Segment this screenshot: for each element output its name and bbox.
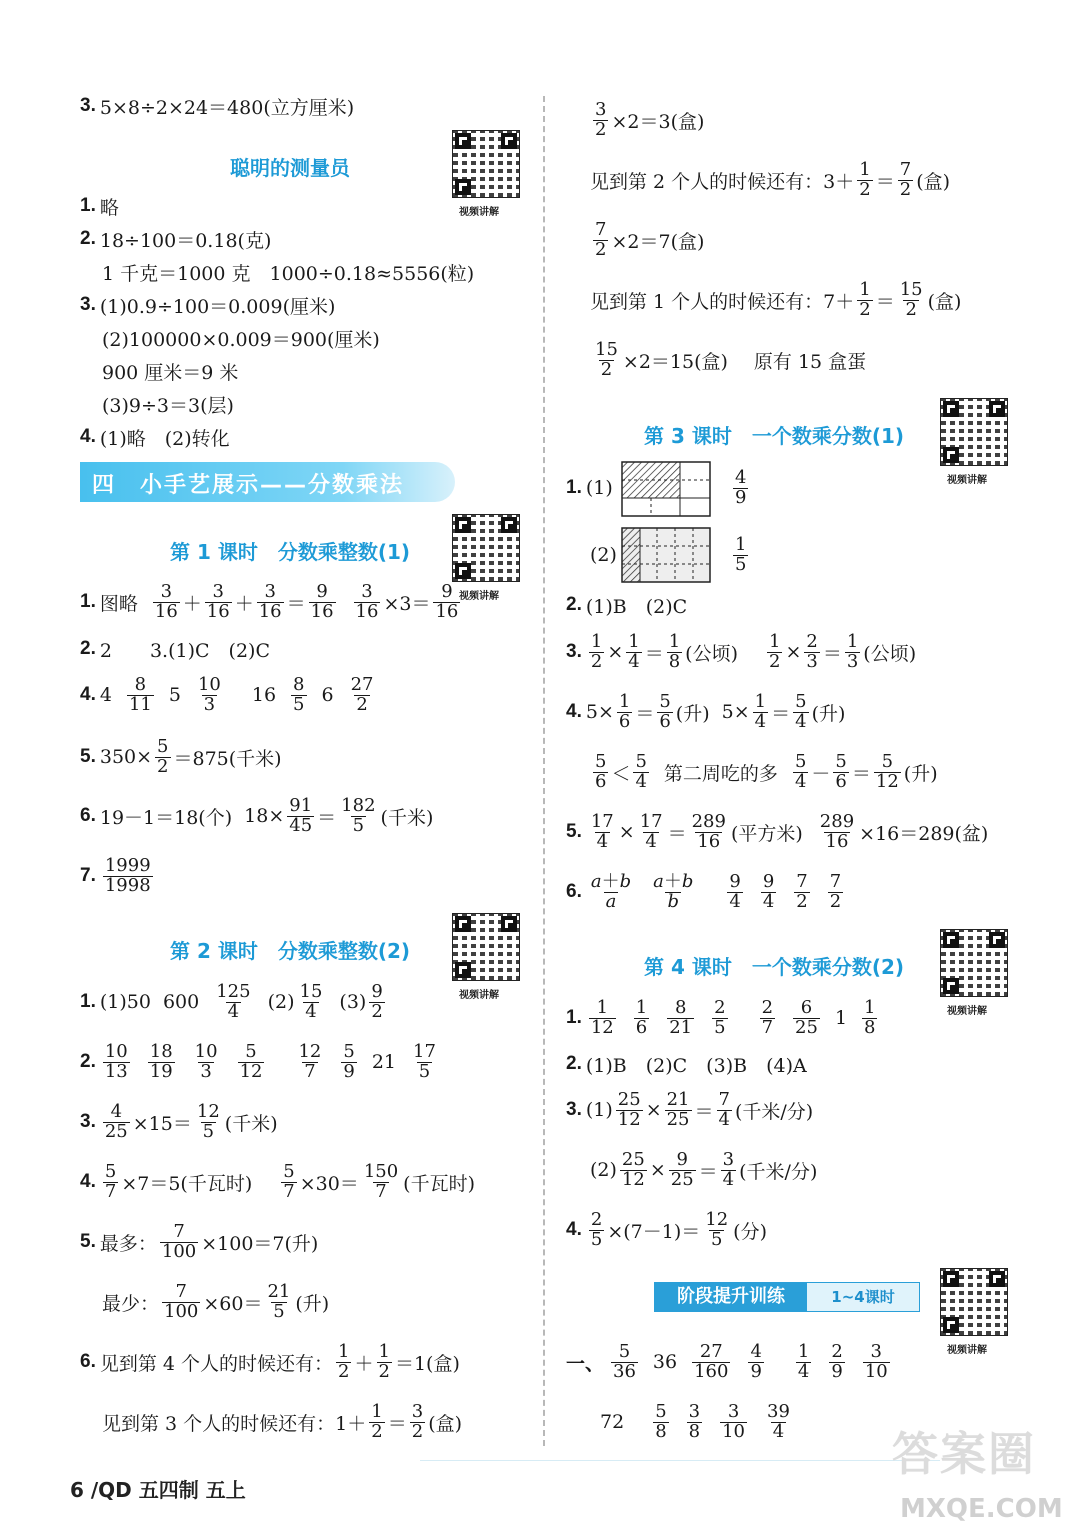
answer-line: 最少： 7 100 ×60＝ 21 5 (升)	[102, 1280, 330, 1322]
answer-line: 2. (1)B (2)C (3)B (4)A	[566, 1053, 807, 1077]
answer-line: 15 2 ×2＝15 (盒) 原有 15 盒蛋	[595, 338, 867, 380]
fraction-diagram-4-9	[621, 461, 711, 517]
answer-line: 6. 见到第 4 个人的时候还有： 1 2 ＋ 1 2 ＝1 (盒)	[80, 1340, 460, 1382]
answer-line: 3 2 ×2＝3 (盒)	[595, 98, 705, 140]
answer-line: 5 6 ＜ 5 4 第二周吃的多 5 4 － 5 6 ＝ 5 12 (升)	[595, 750, 938, 792]
stage-banner: 阶段提升训练 1~4课时	[654, 1282, 920, 1312]
answer-line: 4. (1)略 (2)转化	[80, 426, 230, 450]
lesson-title: 第 4 课时 一个数乘分数(2)	[644, 955, 905, 979]
answer-line: 1. (1)50 600 125 4 (2) 15 4 (3) 9 2	[80, 980, 383, 1022]
lesson-title: 第 3 课时 一个数乘分数(1)	[644, 424, 905, 448]
qr-caption: 视频讲解	[947, 1345, 987, 1356]
answer-line: 5. 350× 5 2 ＝875(千米)	[80, 735, 282, 777]
answer-line: 1. 1 12 1 6 8 21 2 5 2 7 6 25 1 1 8	[566, 996, 876, 1038]
answer-line: 1 5	[735, 533, 747, 575]
answer-line: 3. (1)0.9÷100＝0.009(厘米)	[80, 294, 336, 318]
answer-line: 900 厘米＝9 米	[102, 361, 239, 384]
unit-banner: 四 小手艺展示——分数乘法	[80, 462, 455, 502]
answer-line: 2. (1)B (2)C	[566, 594, 688, 618]
answer-line: 7. 1999 1998	[80, 854, 151, 896]
answer-line: 1. 略	[80, 195, 119, 219]
answer-line: 2. 18÷100＝0.18(克)	[80, 228, 272, 252]
answer-line: 4. 5× 1 6 ＝ 5 6 (升) 5× 1 4 ＝ 5 4 (升)	[566, 690, 846, 732]
footer-rule	[420, 1460, 940, 1461]
answer-line: 见到第 2 个人的时候还有：3＋ 1 2 ＝ 7 2 (盒)	[590, 158, 951, 200]
answer-line: (2) 25 12 × 9 25 ＝ 3 4 (千米/分)	[590, 1148, 818, 1190]
answer-line: 5. 17 4 × 17 4 ＝ 289 16 (平方米) 289 16 ×16＝289(盆)	[566, 810, 989, 852]
watermark-logo: 答案圈	[892, 1427, 1036, 1481]
answer-line: 见到第 3 个人的时候还有：1＋ 1 2 ＝ 3 2 (盒)	[102, 1400, 463, 1442]
watermark-text: MXQE.COM	[900, 1494, 1063, 1524]
answer-line: 4. 4 8 11 5 10 3 16 8 5 6 27 2	[80, 673, 374, 715]
answer-line: 1. 图略 3 16 ＋ 3 16 ＋ 3 16 ＝ 9 16 3 16 ×3＝ 9 16	[80, 580, 459, 622]
column-divider	[543, 96, 545, 1446]
answer-line: 6. a＋b a a＋b b 9 4 9 4 7 2 7 2	[566, 870, 842, 912]
qr-caption: 视频讲解	[459, 591, 499, 602]
answer-line: 5. 最多： 7 100 ×100＝7(升)	[80, 1220, 319, 1262]
answer-line: (2)100000×0.009＝900(厘米)	[102, 328, 380, 351]
lesson-title: 第 1 课时 分数乘整数(1)	[170, 540, 411, 564]
answer-line: 7 2 ×2＝7 (盒)	[595, 218, 705, 260]
answer-line: 1 千克＝1000 克 1000÷0.18≈5556(粒)	[102, 262, 475, 285]
answer-line: 2. 10 13 18 19 10 3 5 12 12 7 5 9 21 17 5	[80, 1040, 436, 1082]
qr-caption: 视频讲解	[947, 1006, 987, 1017]
qr-code-icon[interactable]	[452, 130, 520, 198]
answer-line: (2)	[590, 544, 617, 566]
qr-code-icon[interactable]	[452, 913, 520, 981]
answer-line: 3. 4 25 ×15＝ 12 5 (千米)	[80, 1100, 278, 1142]
answer-line: 4. 2 5 ×(7－1)＝ 12 5 (分)	[566, 1208, 767, 1250]
answer-line: (3)9÷3＝3(层)	[102, 394, 234, 417]
answer-line: 72 5 8 3 8 3 10 39 4	[600, 1400, 790, 1442]
answer-line: 2. 2 3.(1)C (2)C	[80, 638, 270, 662]
lesson-title: 第 2 课时 分数乘整数(2)	[170, 939, 411, 963]
qr-caption: 视频讲解	[459, 990, 499, 1001]
answer-line: 4 9	[735, 466, 747, 508]
answer-line: 一、 5 36 36 27 160 4 9 1 4 2 9 3 10	[566, 1340, 888, 1382]
answer-line: 见到第 1 个人的时候还有：7＋ 1 2 ＝ 15 2 (盒)	[590, 278, 962, 320]
answer-line: 1. (1)	[566, 477, 613, 499]
qr-caption: 视频讲解	[459, 207, 499, 218]
page-footer: 6 /QD 五四制 五上	[70, 1478, 246, 1502]
answer-line: 3. 5×8÷2×24＝480(立方厘米)	[80, 95, 355, 119]
answer-line: 6. 19－1＝18(个) 18× 91 45 ＝ 182 5 (千米)	[80, 794, 434, 836]
answer-line: 3. (1) 25 12 × 21 25 ＝ 7 4 (千米/分)	[566, 1088, 814, 1130]
qr-code-icon[interactable]	[940, 1268, 1008, 1336]
answer-line: 4. 5 7 ×7＝5(千瓦时) 5 7 ×30＝ 150 7 (千瓦时)	[80, 1160, 475, 1202]
qr-caption: 视频讲解	[947, 475, 987, 486]
qr-code-icon[interactable]	[940, 398, 1008, 466]
section-title: 聪明的测量员	[230, 156, 350, 180]
answer-line: 3. 1 2 × 1 4 ＝ 1 8 (公顷) 1 2 × 2 3 ＝ 1 3 (公顷)	[566, 630, 917, 672]
qr-code-icon[interactable]	[940, 929, 1008, 997]
